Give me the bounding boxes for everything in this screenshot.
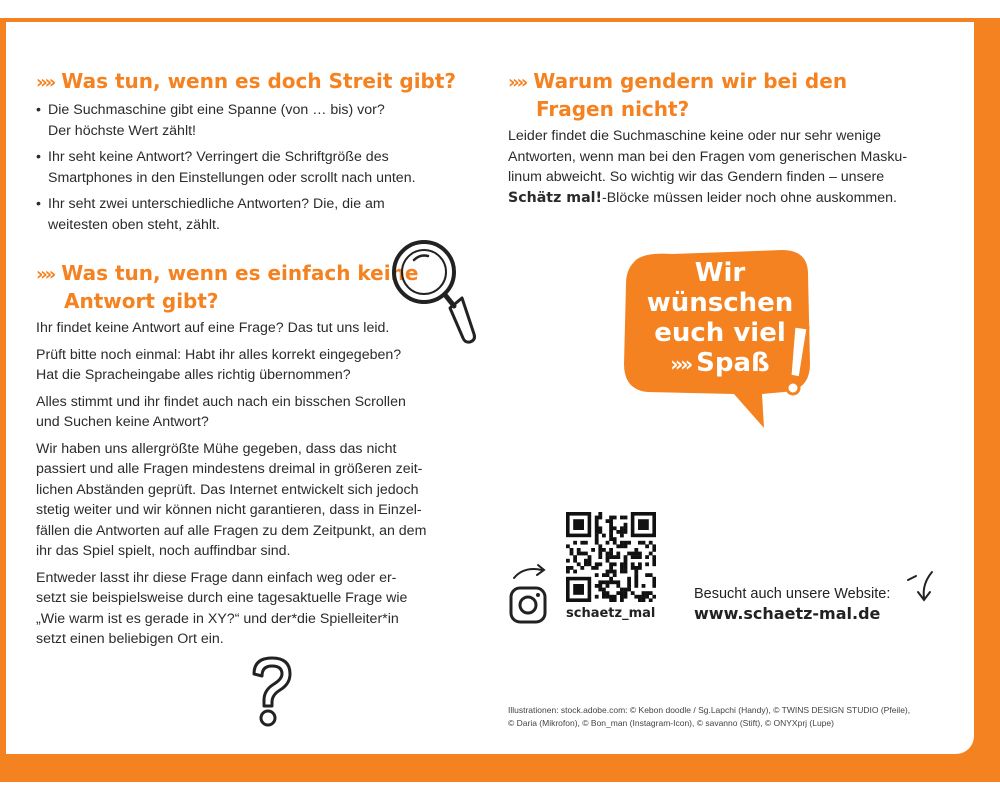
list-item: • Die Suchmaschine gibt eine Spanne (von … bis) vor? Der höchste Wert zählt! [36,102,385,139]
paragraph: Ihr findet keine Antwort auf eine Frage? Das tut uns leid. [36,320,390,336]
arrow-icon [904,566,938,606]
list-item: • Ihr seht keine Antwort? Verringert die Schriftgröße des Smartphones in den Einstellungen oder scrollt nach unten. [36,149,416,186]
arrows-icon: »» [36,72,54,93]
arrows-icon: »» [36,264,54,285]
website-url[interactable]: www.schaetz-mal.de [694,604,881,623]
arrows-icon: »» [508,72,526,93]
heading-keine-antwort: »» Was tun, wenn es einfach keine Antwort gibt? [36,261,419,313]
paragraph: Entweder lasst ihr diese Frage dann einfach weg oder er- setzt sie beispielsweise durch eine tagesaktuelle Frage wie „Wie warm ist es gerade in XY?“ und der*die Spielleiter*in setzt einen beliebigen Ort ein. [36,569,408,647]
streit-bullets [36,100,466,241]
qr-label: schaetz_mal [566,606,656,621]
paragraph: Alles stimmt und ihr findet auch nach ein bisschen Scrollen und Suchen keine Antwort? [36,393,406,430]
heading-gendern: »» Warum gendern wir bei den Fragen nicht? [508,69,848,121]
brand-name: Schätz mal! [508,189,602,206]
instagram-icon[interactable] [508,560,552,626]
image-credits: Illustrationen: stock.adobe.com: © Kebon doodle / Sg.Lapchi (Handy), © TWINS DESIGN STUDIO (Pfeile), © Daria (Mikrofon), © Bon_man (Instagram-Icon), © savanno (Stift), © ONYXprj (Lupe) [508,705,911,728]
question-mark-icon [244,652,300,730]
qr-code[interactable] [566,512,656,602]
bubble-text: Wir wünschen euch viel »» Spaß [646,258,794,378]
paragraph: Prüft bitte noch einmal: Habt ihr alles korrekt eingegeben? Hat die Spracheingabe alles richtig übernommen? [36,346,402,383]
arrows-icon: »» [670,352,691,376]
paragraph: Wir haben uns allergrößte Mühe gegeben, dass das nicht passiert und alle Fragen mindestens dreimal in größeren zeit- lichen Abständen geprüft. Das Internet entwickelt sich jedoch stetig weiter und wir können nicht garantieren, dass in Einzel- fällen die Antworten auf alle Fragen zu dem Zeitpunkt, an dem ihr das Spiel spielt, noch auffindbar sind. [36,440,427,559]
website-label: Besucht auch unsere Website: [694,586,891,602]
gendern-text: Leider findet die Suchmaschine keine oder nur sehr wenige Antworten, wenn man bei den Fragen vom generischen Masku- linum abweicht. So wichtig wir das Gendern finden – unsere Schätz mal!-Blöcke müssen leider noch ohne auskommen. [508,128,908,206]
keine-antwort-text [36,318,476,656]
heading-streit: »» Was tun, wenn es doch Streit gibt? [36,69,457,93]
list-item: • Ihr seht zwei unterschiedliche Antworten? Die, die am weitesten oben steht, zählt. [36,196,385,233]
